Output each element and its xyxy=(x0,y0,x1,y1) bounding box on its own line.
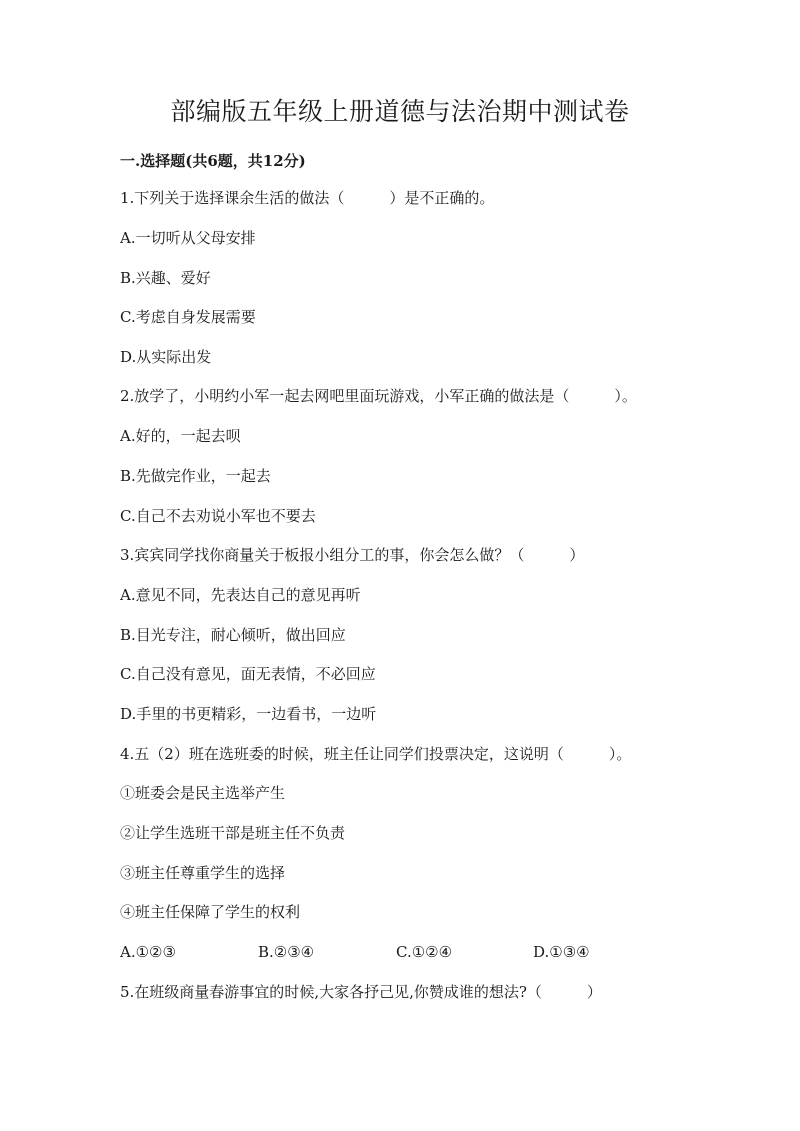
question-1-option-d: D.从实际出发 xyxy=(120,348,212,366)
question-4-option-b: B.②③④ xyxy=(258,943,315,961)
question-3-stem: 3.宾宾同学找你商量关于板报小组分工的事，你会怎么做？（ ） xyxy=(120,546,585,564)
question-4-option-c: C.①②④ xyxy=(396,943,453,961)
question-4-statement-2: ②让学生选班干部是班主任不负责 xyxy=(120,824,346,842)
question-4-stem: 4.五（2）班在选班委的时候，班主任让同学们投票决定，这说明（ ）。 xyxy=(120,745,632,763)
question-3-option-c: C.自己没有意见，面无表情，不必回应 xyxy=(120,665,376,683)
question-2-stem: 2.放学了，小明约小军一起去网吧里面玩游戏，小军正确的做法是（ ）。 xyxy=(120,387,637,405)
question-2-option-c: C.自己不去劝说小军也不要去 xyxy=(120,507,316,525)
question-3-option-d: D.手里的书更精彩，一边看书，一边听 xyxy=(120,705,377,723)
question-2-option-b: B.先做完作业，一起去 xyxy=(120,467,271,485)
question-1-stem: 1.下列关于选择课余生活的做法（ ）是不正确的。 xyxy=(120,189,495,207)
question-3-option-b: B.目光专注，耐心倾听，做出回应 xyxy=(120,626,346,644)
question-4-option-a: A.①②③ xyxy=(120,943,176,961)
question-4-option-d: D.①③④ xyxy=(533,943,590,961)
question-5-stem: 5.在班级商量春游事宜的时候,大家各抒己见,你赞成谁的想法?（ ） xyxy=(120,983,602,1001)
question-1-option-c: C.考虑自身发展需要 xyxy=(120,308,256,326)
question-2-option-a: A.好的，一起去呗 xyxy=(120,427,241,445)
page-title: 部编版五年级上册道德与法治期中测试卷 xyxy=(170,97,630,126)
question-1-option-b: B.兴趣、爱好 xyxy=(120,269,211,287)
question-4-statement-4: ④班主任保障了学生的权利 xyxy=(120,903,301,921)
question-1-option-a: A.一切听从父母安排 xyxy=(120,229,256,247)
question-3-option-a: A.意见不同，先表达自己的意见再听 xyxy=(120,586,361,604)
question-4-statement-3: ③班主任尊重学生的选择 xyxy=(120,864,286,882)
question-4-statement-1: ①班委会是民主选举产生 xyxy=(120,784,286,802)
section-header: 一.选择题(共6题，共12分) xyxy=(120,152,306,170)
question-4-options xyxy=(120,942,680,962)
